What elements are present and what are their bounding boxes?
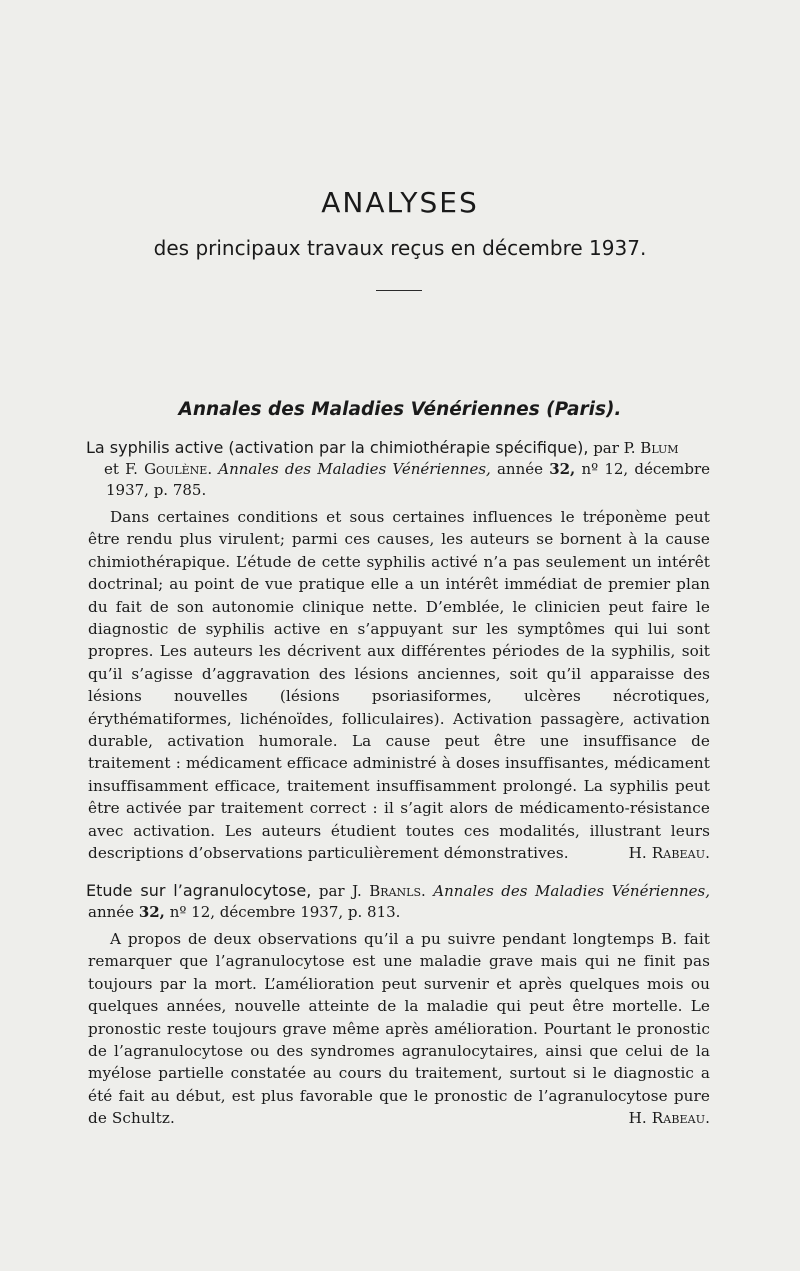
article-entry	[88, 880, 710, 1130]
article-body	[88, 506, 710, 865]
article-entry	[88, 437, 710, 865]
article-body-text: Dans certaines conditions et sous certaines influences le tréponème peut être rendu plus virulent; parmi ces causes, les auteurs se bornent à la cause chimiothérapique. L’étude de cette syphilis activé n’a pas seulement un intérêt doctrinal; au point de vue pratique elle a un intérêt immédiat de premier plan du fait de son autonomie clinique nette. D’emblée, le clinicien peut faire le diagnostic de syphilis active en s’appuyant sur les symptômes qui lui sont propres. Les auteurs les décrivent aux différentes périodes de la syphilis, soit qu’il s’agisse d’aggravation des lésions anciennes, soit qu’il apparaisse des lésions nouvelles (lésions psoriasiformes, ulcères nécrotiques, érythématiformes, lichénoïdes, folliculaires). Activation passagère, activation durable, activation humorale. La cause peut être une insuffisance de traitement : médicament efficace administré à doses insuffisantes, médicament insuffisamment efficace, traitement insuffisamment prolongé. La syphilis peut être activée par traitement correct : il s’agit alors de médicamento-résistance avec activation. Les auteurs étudient toutes ces modalités, illustrant leurs descriptions d’observations particulièrement démonstratives.	[88, 508, 710, 863]
authors-mid: et F.	[104, 460, 138, 478]
reviewer-signature: H. Rabeau.	[628, 1109, 710, 1128]
article-citation	[88, 459, 710, 501]
title-divider	[376, 290, 422, 291]
year-label: année	[496, 460, 544, 478]
volume-number: 32,	[549, 460, 576, 478]
volume-number: 32,	[138, 903, 165, 921]
authors-prefix: par J.	[318, 882, 362, 900]
author-name: Goulène.	[144, 460, 213, 478]
article-heading	[88, 880, 710, 923]
page-title: ANALYSES	[321, 186, 479, 219]
article-heading	[88, 437, 710, 501]
year-label: année	[88, 903, 135, 921]
author-name: Branls.	[369, 882, 426, 900]
article-body	[88, 928, 710, 1130]
issue-details: nº 12, décembre 1937, p. 785.	[106, 460, 710, 499]
author-name: Blum	[640, 439, 679, 457]
article-body-text: A propos de deux observations qu’il a pu suivre pendant longtemps B. fait remarquer que l’agranulocytose est une maladie grave mais qui ne finit pas toujours par la mort. L’amélioration peut survenir et après quelques mois ou quelques années, nouvelle atteinte de la maladie qui peut être mortelle. Le pronostic reste toujours grave même après amélioration. Pourtant le pronostic de l’agranulocytose ou des syndromes agranulocytaires, ainsi que celui de la myélose partielle constatée au cours du traitement, surtout si le diagnostic a été fait au début, est plus favorable que le pronostic de l’agranulocytose pure de Schultz.	[88, 930, 710, 1128]
journal-reference: Annales des Maladies Vénériennes,	[433, 882, 710, 900]
authors-prefix: par P.	[593, 439, 636, 457]
journal-reference: Annales des Maladies Vénériennes,	[218, 460, 491, 478]
page-subtitle: des principaux travaux reçus en décembre 1937.	[153, 236, 647, 260]
issue-details: nº 12, décembre 1937, p. 813.	[169, 903, 401, 921]
journal-section-heading: Annales des Maladies Vénériennes (Paris).	[178, 399, 622, 420]
reviewer-signature: H. Rabeau.	[628, 844, 710, 863]
article-title: Etude sur l’agranulocytose,	[86, 881, 312, 900]
article-title: La syphilis active (activation par la chimiothérapie spécifique),	[86, 438, 589, 457]
